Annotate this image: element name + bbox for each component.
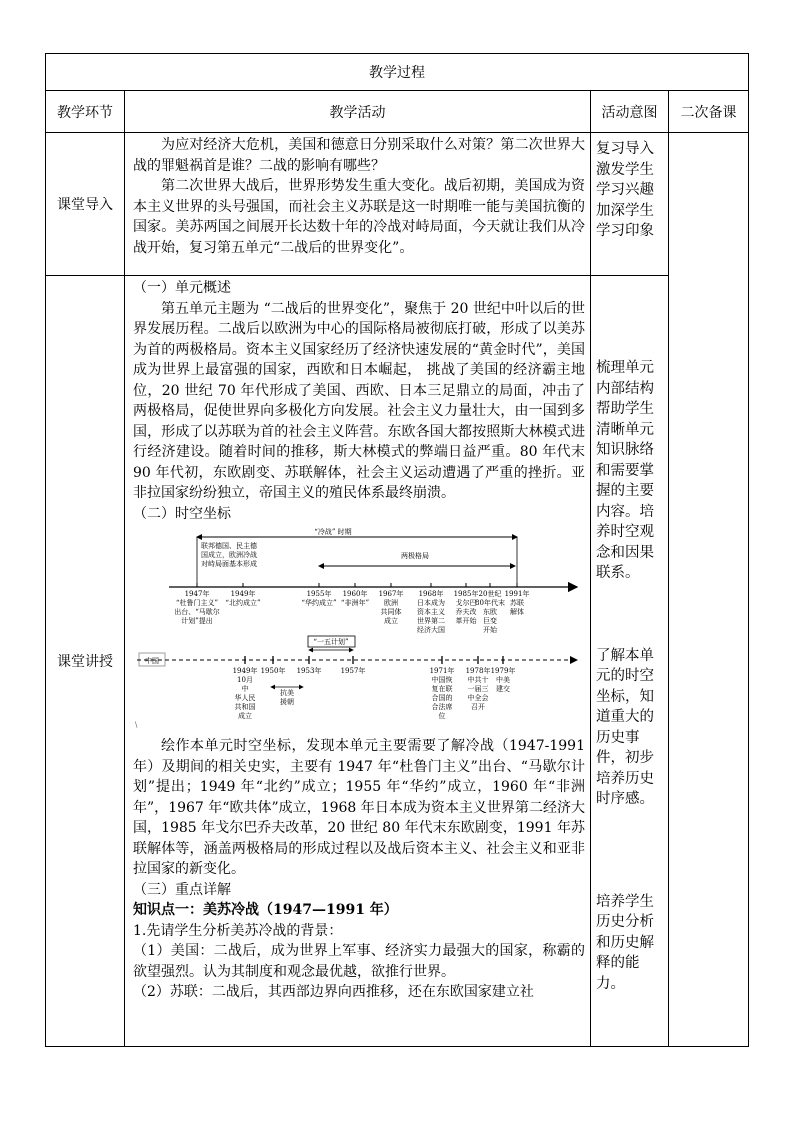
intro-paragraph: 第二次世界大战后，世界形势发生重大变化。战后初期，美国成为资本主义世界的头号强国，而社会主义苏联是这一时期唯一能与美国抗衡的国家。美苏两国之间展开长达数十年的冷战对峙局面，今天就让我们从冷战开始，复习第五单元“二战后的世界变化”。	[133, 178, 585, 256]
china-event-desc: 抗美	[280, 689, 294, 697]
china-events	[233, 656, 516, 720]
header-activity: 教学活动	[125, 91, 591, 133]
china-event-desc: 复在联	[431, 685, 453, 693]
world-event-desc: “华约成立”	[301, 599, 337, 607]
world-event-desc: 经济大国	[417, 626, 445, 634]
knowledge-point-line: （2）苏联：二战后，其西部边界向西推移，还在东欧国家建立社	[133, 984, 534, 1000]
world-event-desc: “北约成立”	[225, 599, 261, 607]
world-event-desc: 日本成为	[417, 599, 445, 607]
world-event-desc: 巨变	[483, 617, 497, 625]
china-event-desc: 一届三	[467, 685, 489, 693]
world-event-desc: 成立	[384, 617, 398, 625]
world-event-desc: 80年代末	[475, 599, 505, 607]
table-title: 教学过程	[46, 54, 749, 91]
section-detail-title: （三）重点详解	[133, 881, 231, 898]
world-event-year: 1967年	[378, 590, 404, 598]
world-events	[174, 583, 529, 634]
china-event-desc: 中全会	[467, 694, 489, 702]
world-event-desc: 共同体	[380, 608, 402, 616]
world-event-year: 1960年	[342, 590, 368, 598]
china-event-year: 1949年	[232, 667, 258, 675]
china-event-desc: 共和国	[234, 703, 256, 711]
china-event-desc: 合法席	[431, 703, 453, 711]
section-timeline-text: 绘作本单元时空坐标，发现本单元主要需要了解冷战（1947-1991 年）及期间的相关史实，主要有 1947 年“杜鲁门主义”出台、“马歇尔计划”提出；1949 年“北约”成立；1955 年“华约”成立，1960 年“非洲年”，1967 年“欧共体”成立，1968 年日本成为资本主义世界第二经济大国，1985 年戈尔巴乔夫改革，20 世纪 80 年代末东欧剧变，1991 年苏联解体等，涵盖两极格局的形成过程以及战后资本主义、社会主义和亚非拉国家的新变化。	[133, 738, 585, 877]
china-event-year: 1979年	[490, 667, 516, 675]
intent-lecture-2: 了解本单元的时空坐标，知道重大的历史事件，初步培养历史时序感。	[596, 647, 654, 807]
knowledge-point-line: （1）美国：二战后，成为世界上军事、经济实力最强大的国家，称霸的欲望强烈。认为其制度和观念最优越，欲推行世界。	[133, 943, 585, 980]
world-event-desc: 解体	[510, 608, 524, 616]
china-event-desc: 召开	[471, 703, 485, 711]
world-event-desc: 欧洲	[384, 599, 398, 607]
china-event-desc: 成立	[238, 712, 252, 720]
teaching-process-table	[45, 53, 749, 1047]
china-event-desc: 中美	[496, 676, 510, 684]
header-stage: 教学环节	[46, 91, 125, 133]
china-label: 中国	[145, 657, 159, 665]
china-event-desc: 华人民	[234, 694, 256, 702]
china-event-desc: 援朝	[280, 698, 294, 706]
world-event-year: 1968年	[418, 590, 444, 598]
cold-war-label: “冷战” 时期	[314, 528, 352, 536]
bipolar-label: 两极格局	[401, 552, 429, 560]
china-event-year: 1971年	[429, 667, 455, 675]
world-event-desc: “非洲年”	[340, 599, 370, 607]
intent-lecture	[591, 276, 669, 1047]
china-event-desc: 10月	[237, 676, 253, 684]
header-intent: 活动意图	[591, 91, 669, 133]
upper-note-line: 对峙局面基本形成	[201, 560, 257, 568]
stage-lecture: 课堂讲授	[46, 276, 125, 1047]
timeline-diagram	[133, 524, 583, 736]
world-event-desc: 戈尔巴	[455, 599, 477, 607]
section-overview-text: 第五单元主题为 “二战后的世界变化”，聚焦于 20 世纪中叶以后的世界发展历程。二战后以欧洲为中心的国际格局被彻底打破，形成了以美苏为首的两极格局。资本主义国家经历了经济快速发展的“黄金时代”，美国成为世界上最富强的国家，西欧和日本崛起， 挑战了美国的经济霸主地位，20 世纪 70 年代形成了美国、西欧、日本三足鼎立的局面，冲击了两极格局，促使世界向多极化方向发展。社会主义力量壮大，由一国到多国，形成了以苏联为首的社会主义阵营。东欧各国大都按照斯大林模式进行经济建设。随着时间的推移，斯大林模式的弊端日益严重。80 年代末 90 年代初，东欧剧变、苏联解体，社会主义运动遭遇了严重的挫折。亚非拉国家纷纷独立，帝国主义的殖民体系最终崩溃。	[133, 300, 585, 501]
header-second-prep: 二次备课	[669, 91, 749, 133]
world-event-desc: 乔夫改	[455, 608, 477, 616]
china-event-year: 1957年	[340, 667, 366, 675]
world-event-desc: 东欧	[483, 608, 497, 616]
china-event-desc: 中	[241, 685, 249, 693]
world-event-year: 1991年	[504, 590, 530, 598]
world-event-desc: 苏联	[510, 599, 524, 607]
intent-intro	[591, 133, 669, 276]
world-event-desc: 革开始	[455, 617, 477, 625]
knowledge-point-line: 1.先请学生分析美苏冷战的背景：	[133, 922, 343, 939]
upper-note-line: 国成立，欧洲冷战	[201, 551, 257, 559]
world-event-desc: 资本主义	[417, 608, 445, 616]
china-event-desc: 中共十	[467, 676, 489, 684]
world-event-desc: 开始	[483, 626, 497, 634]
activity-intro	[125, 133, 591, 276]
upper-note-line: 联邦德国、民主德	[201, 542, 257, 550]
world-event-desc: 世界第二	[417, 617, 445, 625]
knowledge-point-title: 知识点一：美苏冷战（1947—1991 年）	[133, 902, 398, 918]
world-event-year: 1949年	[230, 590, 256, 598]
intent-lecture-1: 梳理单元内部结构帮助学生清晰单元知识脉络和需要掌握的主要内容。培养时空观念和因果联系。	[596, 360, 654, 581]
intent-lecture-3: 培养学生历史分析和历史解释的能力。	[596, 893, 654, 992]
china-event-desc: 中国恢	[431, 676, 453, 684]
china-event-desc: 合国的	[431, 694, 453, 702]
section-overview-title: （一）单元概述	[133, 280, 231, 296]
intent-intro-text: 复习导入激发学生学习兴趣加深学生学习印象	[596, 141, 654, 239]
world-event-desc: 计划”提出	[181, 617, 213, 625]
upper-note	[201, 541, 258, 568]
china-event-desc: 建交	[496, 685, 510, 693]
world-event-desc: “杜鲁门主义”	[175, 599, 219, 607]
intro-question: 为应对经济大危机，美国和德意日分别采取什么对策？第二次世界大战的罪魁祸首是谁？二战的影响有哪些？	[133, 137, 585, 174]
activity-lecture	[125, 276, 591, 1047]
world-event-year: 1947年	[184, 590, 210, 598]
section-timeline-title: （二）时空坐标	[133, 505, 231, 522]
stray-mark: \	[135, 721, 138, 729]
second-prep-cell	[669, 133, 749, 1047]
world-event-year: 20世纪	[478, 590, 502, 598]
stage-intro: 课堂导入	[46, 133, 125, 276]
china-event-desc: 位	[438, 712, 446, 720]
china-event-year: 1953年	[296, 667, 322, 675]
china-event-year: 1978年	[465, 667, 491, 675]
world-event-year: 1985年	[453, 590, 479, 598]
china-event-year: 1950年	[260, 667, 286, 675]
world-event-year: 1955年	[306, 590, 332, 598]
five-year-plan-label: “一五计划”	[313, 638, 349, 646]
world-event-desc: 出台、“马歇尔	[174, 608, 220, 616]
